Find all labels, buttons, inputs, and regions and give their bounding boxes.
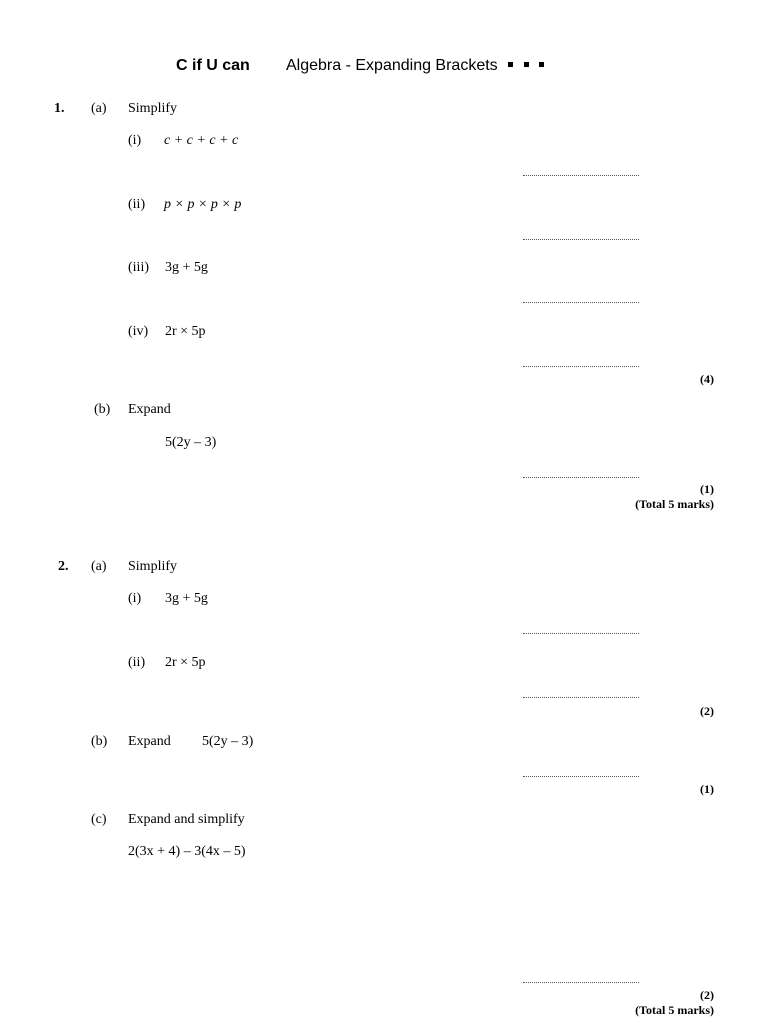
q1a-part-label: (iv) (128, 324, 149, 339)
q2c-instruction: Expand and simplify (128, 812, 245, 827)
q1b-marks: (1) (700, 482, 714, 496)
q2a-label: (a) (91, 559, 107, 574)
q1a-part-expression: 3g + 5g (165, 260, 208, 275)
answer-line (523, 302, 639, 303)
answer-line (523, 776, 639, 777)
q2c-marks: (2) (700, 988, 714, 1002)
square-bullet-icon (524, 62, 529, 67)
answer-line (523, 633, 639, 634)
brand-title: C if U can (176, 57, 250, 74)
q2b-instruction: Expand (128, 734, 171, 749)
square-bullet-icon (508, 62, 513, 67)
worksheet-title-text: Algebra - Expanding Brackets (286, 57, 498, 74)
q2b-expression: 5(2y – 3) (202, 734, 254, 749)
q2-total-marks: (Total 5 marks) (635, 1003, 714, 1017)
q1a-marks: (4) (700, 372, 714, 386)
q1a-part-label: (ii) (128, 197, 146, 212)
question-1-number: 1. (54, 101, 65, 116)
q2b-label: (b) (91, 734, 108, 749)
q1a-part-label: (iii) (128, 260, 149, 275)
q2a-part-label: (i) (128, 591, 142, 606)
q2a-part-expression: 3g + 5g (165, 591, 208, 606)
q2c-label: (c) (91, 812, 107, 827)
q2c-expression: 2(3x + 4) – 3(4x – 5) (128, 844, 246, 859)
q2a-part-label: (ii) (128, 655, 146, 670)
answer-line (523, 697, 639, 698)
worksheet-title (286, 57, 544, 75)
answer-line (523, 982, 639, 983)
q2a-instruction: Simplify (128, 559, 178, 574)
answer-line (523, 175, 639, 176)
answer-line (523, 366, 639, 367)
q2a-part-expression: 2r × 5p (165, 655, 206, 670)
q2b-marks: (1) (700, 782, 714, 796)
q1-total-marks: (Total 5 marks) (635, 497, 714, 511)
q1b-instruction: Expand (128, 402, 171, 417)
answer-line (523, 477, 639, 478)
question-2-number: 2. (58, 559, 69, 574)
q1b-expression: 5(2y – 3) (165, 435, 217, 450)
q1a-part-expression: c + c + c + c (164, 133, 239, 148)
square-bullet-icon (539, 62, 544, 67)
q1a-instruction: Simplify (128, 101, 178, 116)
q1b-label: (b) (94, 402, 111, 417)
q1a-part-label: (i) (128, 133, 142, 148)
q1a-label: (a) (91, 101, 107, 116)
answer-line (523, 239, 639, 240)
q1a-part-expression: p × p × p × p (164, 197, 242, 212)
q2a-marks: (2) (700, 704, 714, 718)
q1a-part-expression: 2r × 5p (165, 324, 206, 339)
